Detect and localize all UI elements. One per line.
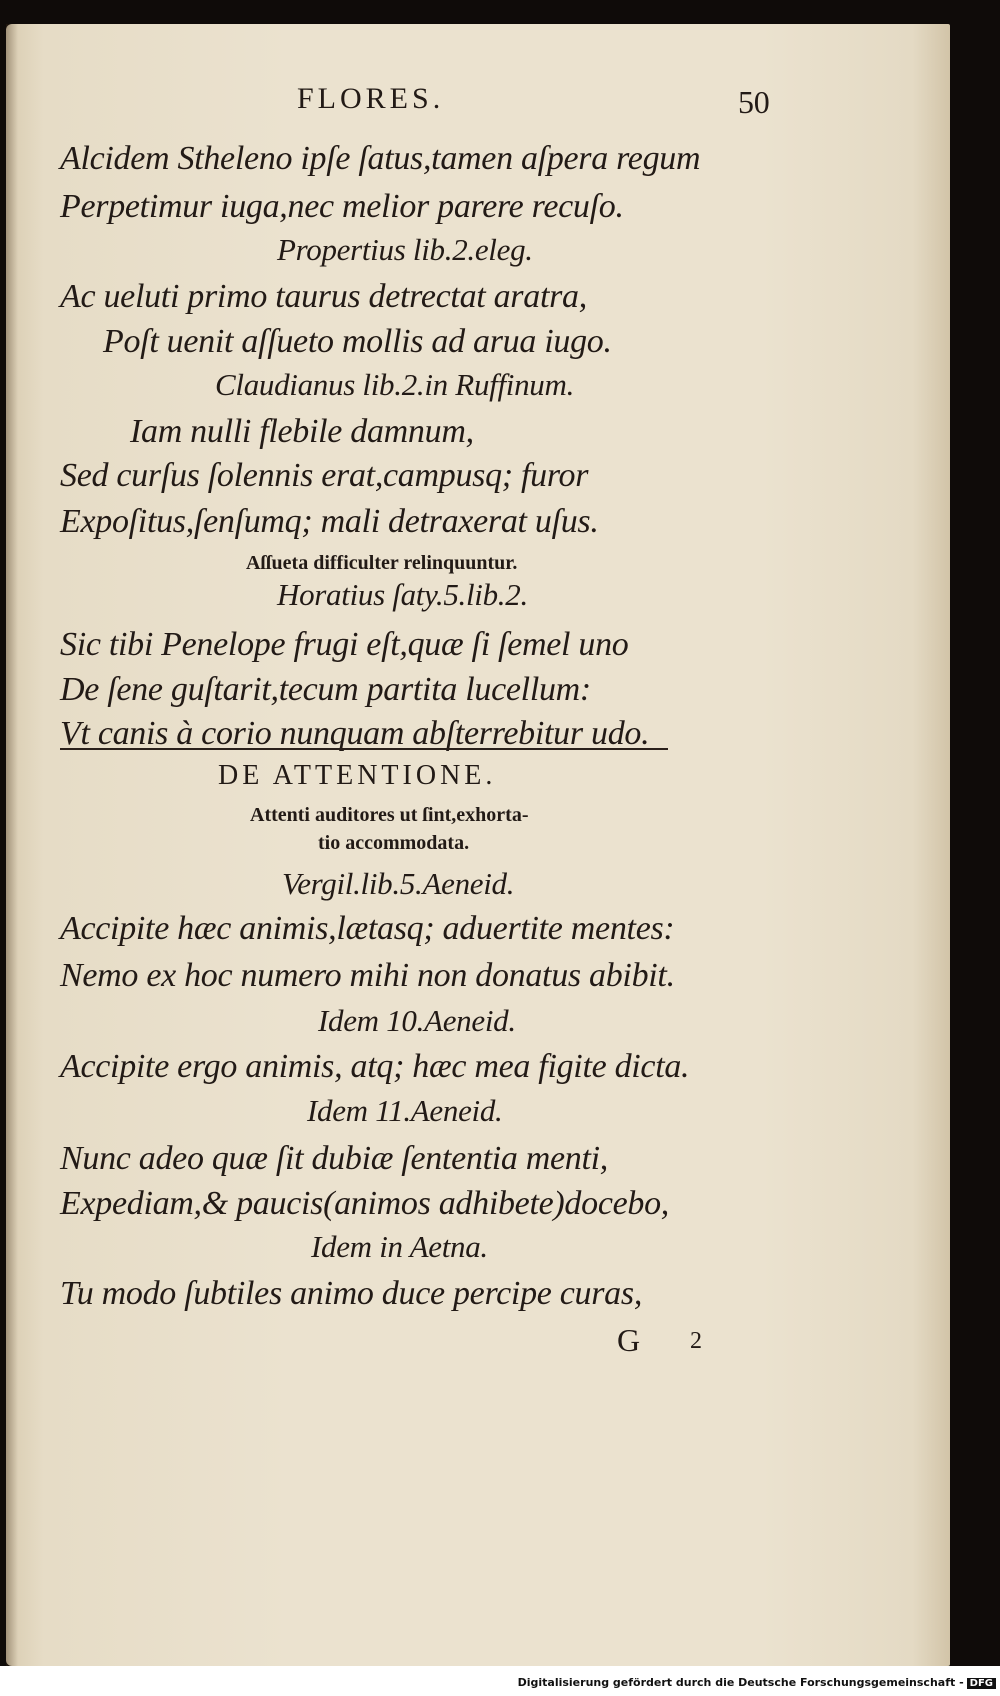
verse-line: Accipite ergo animis, atq; hæc mea figite dicta. [60,1048,690,1085]
source-heading: Vergil.lib.5.Aeneid. [282,866,515,901]
page-number: 50 [738,84,770,120]
underline-rule [60,748,668,750]
page-gutter-shadow [6,24,18,1666]
section-subheading: tio accommodata. [318,832,470,854]
credit-text: Digitalisierung gefördert durch die Deutsche Forschungsgemeinschaft - [517,1676,964,1689]
digitization-credit [518,1676,996,1689]
source-heading: Idem 11.Aeneid. [307,1093,503,1128]
verse-line: Perpetimur iuga,nec melior parere recuſo. [60,188,624,225]
verse-line: Expoſitus,ſenſumq; mali detraxerat uſus. [60,503,599,540]
verse-line: Expediam,& paucis(animos adhibete)docebo, [60,1185,669,1222]
signature-number: 2 [690,1328,702,1354]
running-title: FLORES. [297,82,445,115]
verse-line: Vt canis à corio nunquam abſterrebitur udo. [60,715,650,752]
book-page [6,24,950,1666]
source-heading: Propertius lib.2.eleg. [277,232,533,267]
source-heading: Idem in Aetna. [311,1229,488,1264]
topic-heading: Aſſueta difficulter relinquuntur. [246,552,518,574]
verse-line: Ac ueluti primo taurus detrectat aratra, [60,278,587,315]
verse-line: Sic tibi Penelope frugi eſt,quæ ſi ſemel uno [60,626,629,663]
dfg-logo: DFG [967,1678,996,1689]
verse-line: Poſt uenit aſſueto mollis ad arua iugo. [103,323,612,360]
source-heading: Horatius ſaty.5.lib.2. [277,577,528,612]
verse-line: Nemo ex hoc numero mihi non donatus abibit. [60,957,675,994]
verse-line: Tu modo ſubtiles animo duce percipe curas, [60,1275,643,1312]
section-heading: DE ATTENTIONE. [218,760,497,791]
source-heading: Idem 10.Aeneid. [318,1003,516,1038]
verse-line: De ſene guſtarit,tecum partita lucellum: [60,671,591,708]
signature-mark: G [617,1322,640,1358]
verse-line: Nunc adeo quæ ſit dubiæ ſententia menti, [60,1140,609,1177]
verse-line: Iam nulli flebile damnum, [130,413,474,450]
source-heading: Claudianus lib.2.in Ruffinum. [215,367,575,402]
section-subheading: Attenti auditores ut ſint,exhorta- [250,804,529,826]
verse-line: Accipite hæc animis,lætasq; aduertite mentes: [60,910,675,947]
verse-line: Sed curſus ſolennis erat,campusq; furor [60,457,589,494]
verse-line: Alcidem Stheleno ipſe ſatus,tamen aſpera regum [60,140,701,177]
